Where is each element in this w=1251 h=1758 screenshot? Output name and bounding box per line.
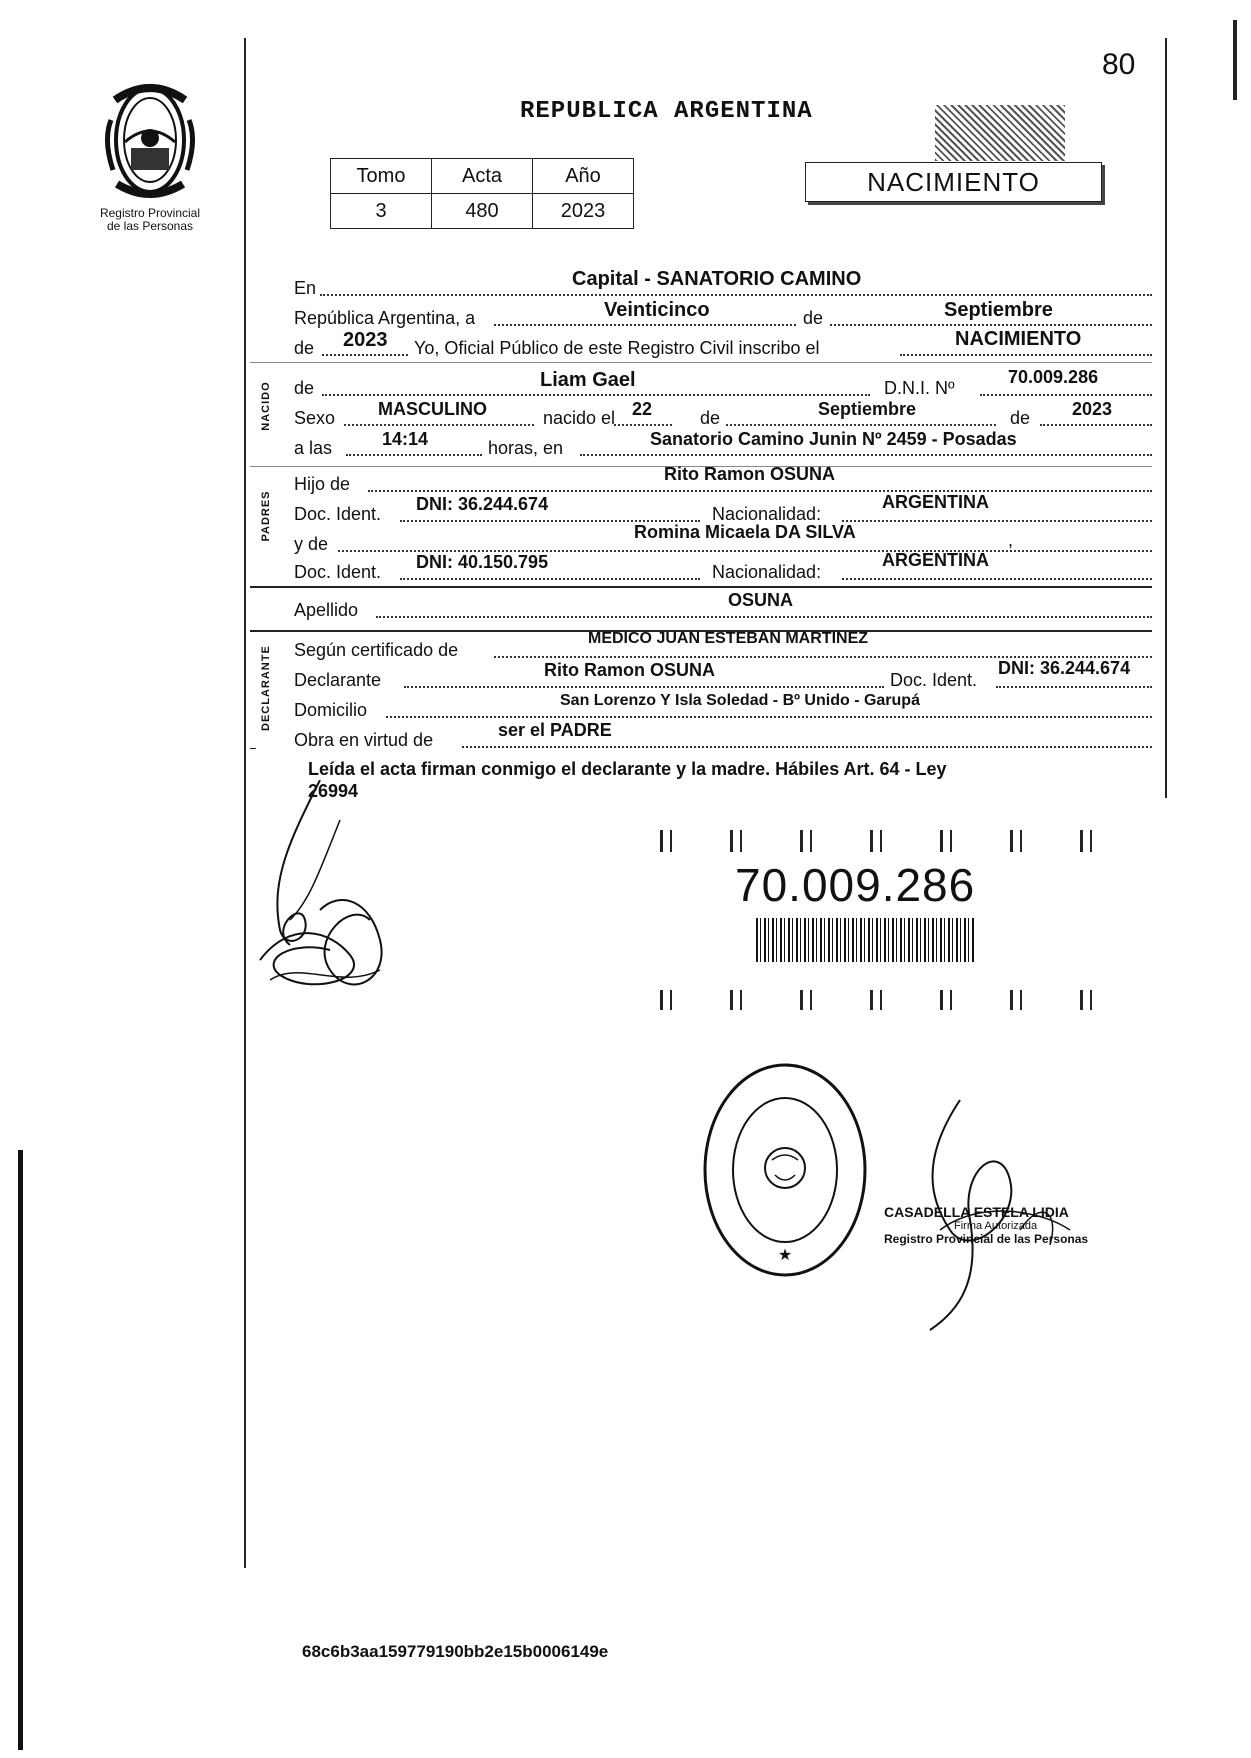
security-pattern-icon xyxy=(935,105,1065,161)
year-line xyxy=(322,354,408,356)
side-label-nacido: NACIDO xyxy=(260,381,272,431)
obra-line xyxy=(462,746,1152,748)
padre-line xyxy=(368,490,1152,492)
nombre-value: Liam Gael xyxy=(540,369,636,391)
apellido-line xyxy=(376,616,1152,618)
declarante-value: Rito Ramon OSUNA xyxy=(544,660,715,680)
day-value: Veinticinco xyxy=(604,299,710,321)
birth-month-line xyxy=(726,424,996,426)
left-margin-line xyxy=(244,38,246,1568)
sexo-value: MASCULINO xyxy=(378,399,487,419)
svg-text:★: ★ xyxy=(777,1247,793,1264)
barcode-icon xyxy=(756,918,976,962)
official-office: Registro Provincial de las Personas xyxy=(884,1232,1089,1246)
nacido-el-label: nacido el xyxy=(543,408,616,428)
birth-day-line xyxy=(614,424,672,426)
official-role: Firma Autorizada xyxy=(954,1220,1038,1232)
record-table-header: Tomo xyxy=(331,159,432,194)
de5-label: de xyxy=(1010,408,1031,428)
registry-line-2: de las Personas xyxy=(106,219,194,233)
record-table-header-row xyxy=(331,159,634,194)
declarante-label: Declarante xyxy=(294,670,382,690)
en-label: En xyxy=(294,278,317,298)
security-strip-icon xyxy=(660,990,1100,1010)
divider xyxy=(250,748,256,749)
act-type-box: NACIMIENTO xyxy=(805,162,1102,202)
domicilio-value: San Lorenzo Y Isla Soledad - Bº Unido - Garupá xyxy=(560,692,920,709)
y-de-label: y de xyxy=(294,534,329,554)
dni-value: 70.009.286 xyxy=(1008,367,1099,387)
en-value: Capital - SANATORIO CAMINO xyxy=(572,268,862,290)
sexo-label: Sexo xyxy=(294,408,336,428)
year-value: 2023 xyxy=(343,329,388,351)
madre-doc-value: DNI: 40.150.795 xyxy=(416,552,549,572)
divider xyxy=(250,586,1152,588)
declarante-line xyxy=(404,686,884,688)
inscribo-text: Yo, Oficial Público de este Registro Civil inscribo el xyxy=(414,338,820,358)
page-number: 80 xyxy=(1102,48,1136,81)
security-strip-icon xyxy=(660,830,1100,852)
month-value: Septiembre xyxy=(944,299,1053,321)
madre-doc-line xyxy=(400,578,700,580)
madre-comma: , xyxy=(1008,530,1014,550)
record-table-cell: 2023 xyxy=(533,194,634,229)
document-title: REPUBLICA ARGENTINA xyxy=(520,98,813,125)
record-table-value-row xyxy=(331,194,634,229)
closing-text-line-1: Leída el acta firman conmigo el declarante y la madre. Hábiles Art. 64 - Ley xyxy=(308,759,947,779)
domicilio-line xyxy=(386,716,1152,718)
padre-nac-line xyxy=(842,520,1152,522)
de4-label: de xyxy=(700,408,721,428)
record-table-header: Año xyxy=(533,159,634,194)
handwritten-signature-left xyxy=(250,780,410,1020)
domicilio-label: Domicilio xyxy=(294,700,368,720)
apellido-label: Apellido xyxy=(294,600,359,620)
scan-edge-mark xyxy=(18,1150,23,1750)
hora-value: 14:14 xyxy=(382,429,429,449)
barcode-number: 70.009.286 xyxy=(735,859,976,911)
a-las-label: a las xyxy=(294,438,333,458)
hora-line xyxy=(346,454,482,456)
obra-value: ser el PADRE xyxy=(498,720,612,740)
record-table xyxy=(330,158,634,229)
dni-line xyxy=(980,394,1152,396)
side-label-padres: PADRES xyxy=(260,490,272,542)
closing-text xyxy=(308,758,1158,802)
nombre-line xyxy=(322,394,870,396)
record-table-cell: 3 xyxy=(331,194,432,229)
obra-label: Obra en virtud de xyxy=(294,730,434,750)
sexo-line xyxy=(344,424,534,426)
birth-year-value: 2023 xyxy=(1072,399,1113,419)
apellido-value: OSUNA xyxy=(728,590,794,610)
padre-nac-value: ARGENTINA xyxy=(882,492,989,512)
madre-nac-value: ARGENTINA xyxy=(882,550,989,570)
province-coat-of-arms-icon xyxy=(95,80,205,205)
de3-label: de xyxy=(294,378,315,398)
padre-value: Rito Ramon OSUNA xyxy=(664,464,835,484)
official-seal-icon xyxy=(700,1060,870,1280)
madre-value: Romina Micaela DA SILVA xyxy=(634,522,856,542)
official-stamp xyxy=(884,1204,1144,1246)
document-hash: 68c6b3aa159779190bb2e15b0006149e xyxy=(302,1642,609,1661)
registry-line-1: Registro Provincial xyxy=(99,206,201,220)
lugar-line xyxy=(580,454,1152,456)
divider xyxy=(250,362,1152,363)
en-line xyxy=(320,294,1152,296)
republica-label: República Argentina, a xyxy=(294,308,476,328)
registry-name xyxy=(80,207,220,233)
month-line xyxy=(830,324,1152,326)
day-line xyxy=(494,324,796,326)
right-margin-line xyxy=(1165,38,1167,798)
nacionalidad-label: Nacionalidad: xyxy=(712,504,822,524)
hijo-de-label: Hijo de xyxy=(294,474,351,494)
inscribo-line xyxy=(900,354,1152,356)
inscribo-value: NACIMIENTO xyxy=(955,328,1082,350)
doc-ident-label: Doc. Ident. xyxy=(294,504,382,524)
nacionalidad-label: Nacionalidad: xyxy=(712,562,822,582)
official-name: CASADELLA ESTELA LIDIA xyxy=(884,1204,1069,1220)
closing-text-line-2: 26994 xyxy=(308,781,359,801)
horas-en-label: horas, en xyxy=(488,438,564,458)
birth-day-value: 22 xyxy=(632,399,653,419)
side-label-declarante: DECLARANTE xyxy=(260,645,272,731)
declarante-doc-line xyxy=(996,686,1152,688)
de-label: de xyxy=(803,308,824,328)
declarante-doc-label: Doc. Ident. xyxy=(890,670,978,690)
de2-label: de xyxy=(294,338,315,358)
record-table-cell: 480 xyxy=(432,194,533,229)
lugar-value: Sanatorio Camino Junin Nº 2459 - Posadas xyxy=(650,429,1017,449)
right-edge-mark xyxy=(1233,20,1237,100)
certificado-label: Según certificado de xyxy=(294,640,459,660)
dni-label: D.N.I. Nº xyxy=(884,378,955,398)
birth-month-value: Septiembre xyxy=(818,399,917,419)
birth-year-line xyxy=(1040,424,1152,426)
certificado-value: MEDICO JUAN ESTEBAN MARTINEZ xyxy=(588,630,869,647)
madre-nac-line xyxy=(842,578,1152,580)
doc-ident-label: Doc. Ident. xyxy=(294,562,382,582)
padre-doc-value: DNI: 36.244.674 xyxy=(416,494,549,514)
declarante-doc-value: DNI: 36.244.674 xyxy=(998,658,1131,678)
record-table-header: Acta xyxy=(432,159,533,194)
